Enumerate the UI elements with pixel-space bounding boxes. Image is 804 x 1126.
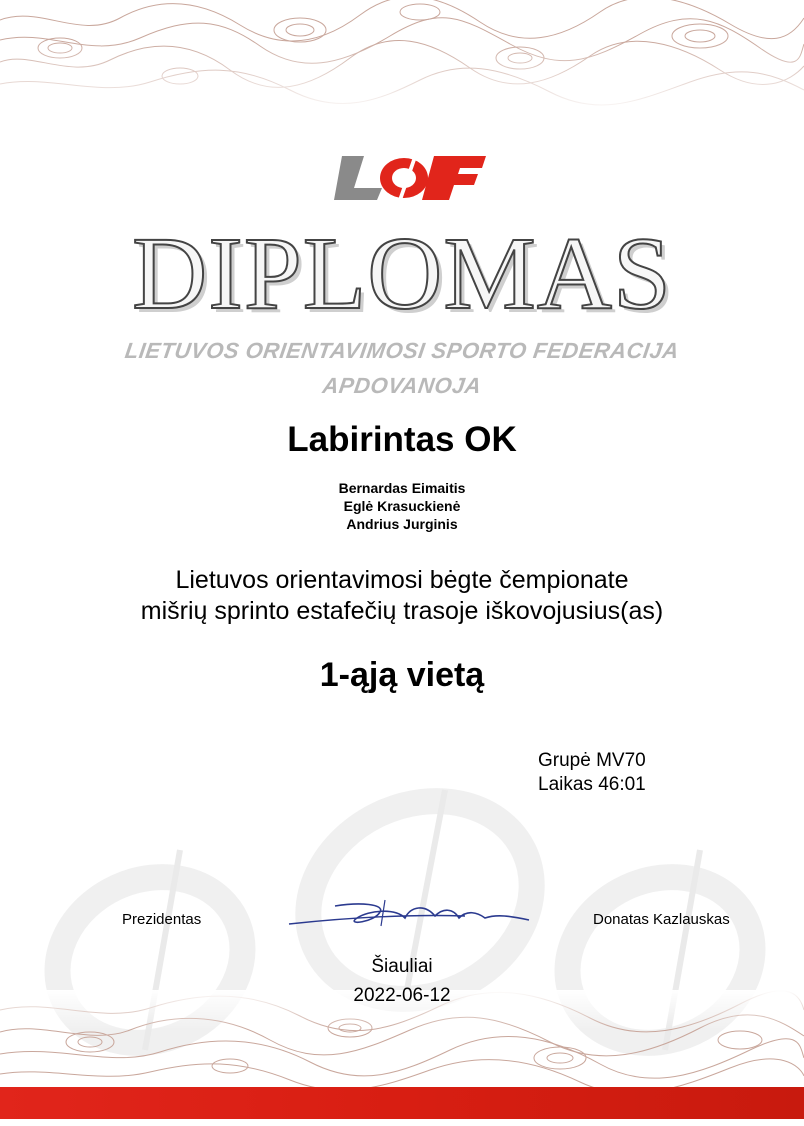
result-block xyxy=(538,749,646,797)
achievement-description xyxy=(0,565,804,627)
president-name: Donatas Kazlauskas xyxy=(593,911,730,928)
time-label: Laikas 46:01 xyxy=(538,774,646,795)
date: 2022-06-12 xyxy=(353,985,451,1006)
awards-text: APDOVANOJA xyxy=(321,373,484,398)
bottom-red-band xyxy=(0,1087,804,1119)
team-member: Bernardas Eimaitis xyxy=(338,480,466,496)
team-member: Eglė Krasuckienė xyxy=(343,498,461,514)
team-member: Andrius Jurginis xyxy=(346,516,458,532)
team-name: Labirintas OK xyxy=(287,420,517,459)
description-line-2: mišrių sprinto estafečių trasoje iškovojusius(as) xyxy=(140,597,664,625)
diploma-title: DIPLOMAS xyxy=(132,216,672,331)
president-label: Prezidentas xyxy=(122,911,202,928)
awards-line xyxy=(0,373,804,399)
issuer-line xyxy=(0,338,804,364)
group-label: Grupė MV70 xyxy=(538,750,646,771)
place-award: 1-ąją vietą xyxy=(319,656,485,694)
team-members xyxy=(0,479,804,533)
issuer-name: LIETUVOS ORIENTAVIMOSI SPORTO FEDERACIJA xyxy=(123,338,681,363)
city: Šiauliai xyxy=(371,956,433,977)
description-line-1: Lietuvos orientavimosi bėgte čempionate xyxy=(175,566,629,594)
losf-logo xyxy=(322,152,488,202)
signature xyxy=(285,896,535,932)
